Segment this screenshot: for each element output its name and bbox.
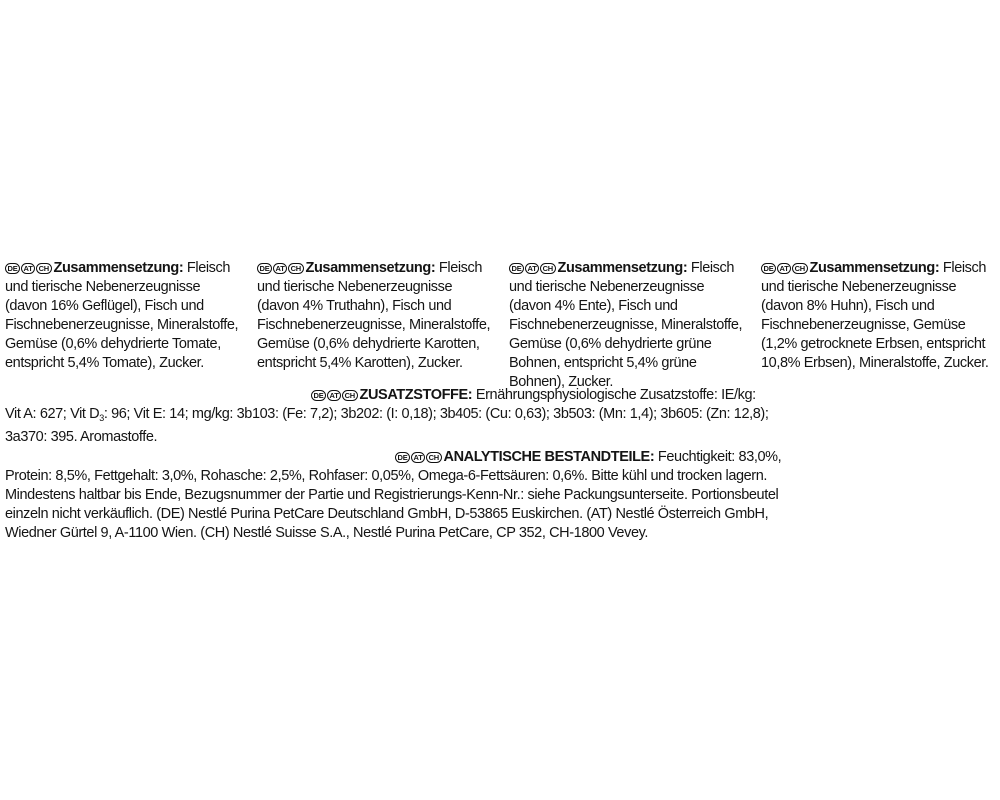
flag-ch: CH — [792, 263, 807, 274]
composition-text: Fleisch und tierische Nebenerzeugnisse (davon 4% Ente), Fisch und Fischnebenerzeugnisse, Mineralstoffe, Gemüse (0,6% dehydrierte grüne Bohnen, entspricht 5,4% grüne Bohnen), Zucker. — [509, 260, 743, 390]
composition-heading: Zusammensetzung: — [557, 260, 688, 276]
analytical-line-3: Mindestens haltbar bis Ende, Bezugsnummer der Partie und Registrierungs-Kenn-Nr.: siehe Packungsunterseite. Portionsbeutel — [5, 487, 779, 503]
composition-text: Fleisch und tierische Nebenerzeugnisse (davon 4% Truthahn), Fisch und Fischnebenerzeugnisse, Mineralstoffe, Gemüse (0,6% dehydrierte Karotten, entspricht 5,4% Karotten), Zucker. — [257, 260, 491, 371]
additives-subscript: 3 — [99, 413, 104, 423]
flag-ch: CH — [288, 263, 303, 274]
country-flags-icon — [761, 263, 808, 274]
flag-ch: CH — [426, 452, 441, 463]
additives-line-3: 3a370: 395. Aromastoffe. — [5, 429, 158, 445]
country-flags-icon — [509, 263, 556, 274]
composition-column-3 — [509, 259, 749, 392]
flag-de: DE — [761, 263, 776, 274]
composition-text: Fleisch und tierische Nebenerzeugnisse (davon 16% Geflügel), Fisch und Fischnebenerzeugnisse, Mineralstoffe, Gemüse (0,6% dehydrierte Tomate, entspricht 5,4% Tomate), Zucker. — [5, 260, 239, 371]
composition-heading: Zusammensetzung: — [809, 260, 940, 276]
flag-ch: CH — [342, 390, 357, 401]
flag-de: DE — [5, 263, 20, 274]
composition-column-4 — [761, 259, 1000, 373]
composition-text: Fleisch und tierische Nebenerzeugnisse (davon 8% Huhn), Fisch und Fischnebenerzeugnisse, Gemüse (1,2% getrocknete Erbsen, entspricht 10,8% Erbsen), Mineralstoffe, Zucker. — [761, 260, 989, 371]
composition-heading: Zusammensetzung: — [53, 260, 184, 276]
composition-column-2 — [257, 259, 497, 373]
flag-de: DE — [509, 263, 524, 274]
analytical-line-5: Wiedner Gürtel 9, A-1100 Wien. (CH) Nestlé Suisse S.A., Nestlé Purina PetCare, CP 352, CH-1800 Vevey. — [5, 525, 649, 541]
flag-de: DE — [311, 390, 326, 401]
country-flags-icon — [5, 263, 52, 274]
additives-heading: ZUSATZSTOFFE: — [359, 387, 473, 403]
flag-ch: CH — [36, 263, 51, 274]
flag-de: DE — [257, 263, 272, 274]
analytical-line-2: Protein: 8,5%, Fettgehalt: 3,0%, Rohasche: 2,5%, Rohfaser: 0,05%, Omega-6-Fettsäuren: 0,6%. Bitte kühl und trocken lagern. — [5, 468, 768, 484]
analytical-title-line — [5, 448, 995, 467]
composition-column-1 — [5, 259, 245, 373]
flag-de: DE — [395, 452, 410, 463]
additives-section — [5, 386, 995, 447]
country-flags-icon — [257, 263, 304, 274]
additives-line-2 — [5, 405, 995, 428]
flag-at: AT — [21, 263, 35, 274]
flag-ch: CH — [540, 263, 555, 274]
country-flags-icon — [311, 390, 358, 401]
country-flags-icon — [395, 452, 442, 463]
flag-at: AT — [327, 390, 341, 401]
analytical-moisture: Feuchtigkeit: 83,0%, — [657, 449, 782, 465]
additives-title-line — [5, 386, 995, 405]
analytical-section — [5, 448, 995, 543]
flag-at: AT — [777, 263, 791, 274]
flag-at: AT — [273, 263, 287, 274]
additives-trace-elements: : 96; Vit E: 14; mg/kg: 3b103: (Fe: 7,2); 3b202: (I: 0,18); 3b405: (Cu: 0,63); 3b503: (Mn: 1,4); 3b605: (Zn: 12,8); — [103, 406, 769, 422]
additives-intro: Ernährungsphysiologische Zusatzstoffe: IE/kg: — [475, 387, 756, 403]
flag-at: AT — [411, 452, 425, 463]
flag-at: AT — [525, 263, 539, 274]
analytical-heading: ANALYTISCHE BESTANDTEILE: — [443, 449, 655, 465]
additives-vitamins: Vit A: 627; Vit D — [5, 406, 100, 422]
composition-heading: Zusammensetzung: — [305, 260, 436, 276]
analytical-line-4: einzeln nicht verkäuflich. (DE) Nestlé Purina PetCare Deutschland GmbH, D-53865 Euskirchen. (AT) Nestlé Österreich GmbH, — [5, 506, 769, 522]
